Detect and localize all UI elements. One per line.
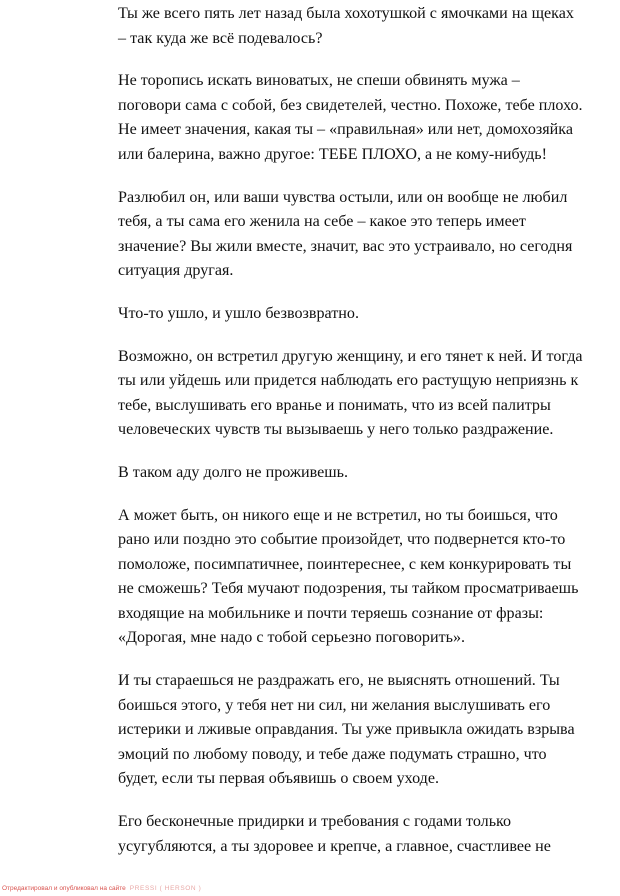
text-line: эмоций по любому поводу, и тебе даже подумать страшно, что — [118, 745, 547, 763]
paragraph — [118, 345, 620, 443]
text-line: значение? Вы жили вместе, значит, вас это устраивало, но сегодня — [118, 237, 573, 255]
text-line: не сможешь? Тебя мучают подозрения, ты тайком просматриваешь — [118, 580, 579, 598]
text-line: – так куда же всё подевалось? — [118, 29, 323, 47]
watermark-site: PRESSI ( HERSON ) — [129, 885, 202, 892]
text-line: Разлюбил он, или ваши чувства остыли, или он вообще не любил — [118, 188, 568, 206]
text-line: Не имеет значения, какая ты – «правильная» или нет, домохозяйка — [118, 121, 574, 139]
paragraph — [118, 504, 620, 652]
text-line: будет, если ты первая объявишь о своем уходе. — [118, 770, 440, 788]
text-line: ты или уйдешь или придется наблюдать его растущую неприязнь к — [118, 372, 579, 390]
paragraph — [118, 186, 620, 284]
text-line: тебе, выслушивать его вранье и понимать, что из всей палитры — [118, 396, 551, 414]
text-line: истерики и лживые оправдания. Ты уже привыкла ожидать взрыва — [118, 721, 575, 739]
text-line: «Дорогая, мне надо с тобой серьезно поговорить». — [118, 629, 466, 647]
text-line: В таком аду долго не проживешь. — [118, 463, 349, 481]
text-line: поговори сама с собой, без свидетелей, честно. Похоже, тебе плохо. — [118, 96, 583, 114]
text-line: Ты же всего пять лет назад была хохотушкой с ямочками на щеках — [118, 5, 574, 22]
paragraph — [118, 461, 620, 486]
text-line: рано или поздно это событие произойдет, что подвернется кто-то — [118, 531, 566, 549]
text-line: боишься этого, у тебя нет ни сил, ни желания выслушивать его — [118, 696, 551, 714]
text-line: или балерина, важно другое: ТЕБЕ ПЛОХО, а не кому-нибудь! — [118, 145, 548, 163]
paragraph — [118, 669, 620, 792]
text-line: И ты стараешься не раздражать его, не выяснять отношений. Ты — [118, 672, 560, 690]
paragraph — [118, 810, 620, 859]
text-line: входящие на мобильнике и почти теряешь сознание от фразы: — [118, 604, 544, 622]
text-line: Что-то ушло, и ушло безвозвратно. — [118, 304, 359, 322]
paragraph — [118, 69, 620, 167]
paragraph — [118, 302, 620, 327]
text-line: Его бесконечные придирки и требования с годами только — [118, 813, 512, 831]
text-line: помоложе, посимпатичнее, поинтереснее, с кем конкурировать ты — [118, 555, 572, 573]
text-line: ситуация другая. — [118, 262, 234, 280]
text-line: Возможно, он встретил другую женщину, и его тянет к ней. И тогда — [118, 347, 583, 365]
text-body — [118, 2, 620, 877]
watermark — [2, 884, 201, 896]
text-line: усугубляются, а ты здоровее и крепче, а главное, счастливее не — [118, 837, 551, 855]
text-line: человеческих чувств ты вызываешь у него только раздражение. — [118, 421, 554, 439]
text-line: Не торопись искать виноватых, не спеши обвинять мужа – — [118, 72, 520, 90]
text-line: тебя, а ты сама его женила на себе – какое это теперь имеет — [118, 213, 526, 231]
watermark-text: Отредактировал и опубликовал на сайте — [2, 885, 126, 892]
paragraph — [118, 2, 620, 51]
text-line: А может быть, он никого еще и не встретил, но ты боишься, что — [118, 506, 558, 524]
